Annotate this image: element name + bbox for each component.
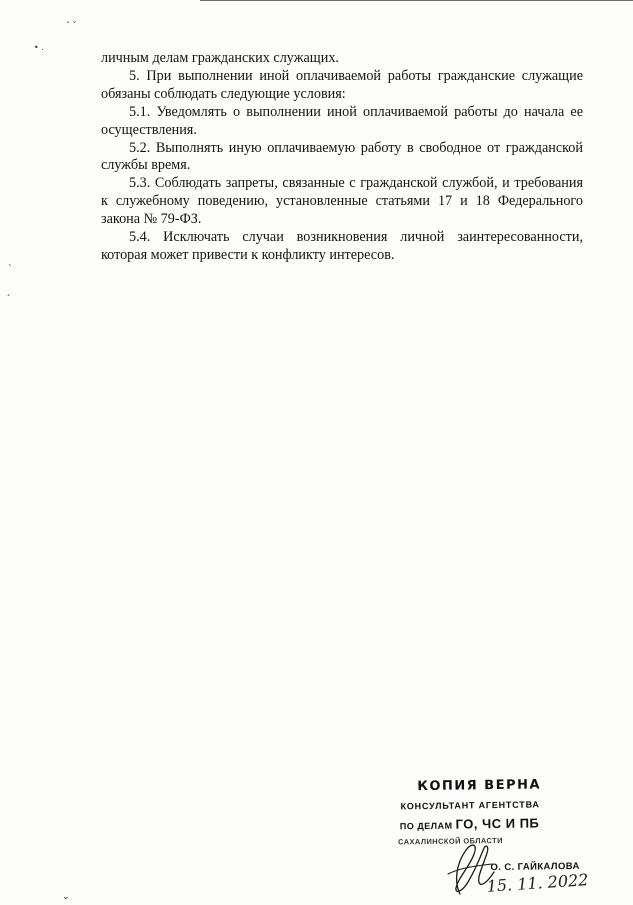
scan-speck: ˏ: [6, 287, 11, 297]
copy-certification-stamp: [379, 776, 621, 899]
document-body: [101, 50, 583, 265]
scan-speck: ˇ ˇ: [66, 21, 77, 30]
scan-speck: • .: [34, 43, 44, 52]
paragraph-continuation: личным делам гражданских служащих.: [101, 50, 339, 66]
handwritten-date: 15. 11. 2022: [486, 870, 589, 896]
stamp-agency: [400, 815, 540, 832]
scan-edge-line: [200, 0, 633, 1]
paragraph-5: 5. При выполнении иной оплачиваемой работы гражданские служащие обязаны соблюдать следующие условия:: [101, 67, 583, 102]
paragraph-5-2: 5.2. Выполнять иную оплачиваемую работу в свободное от гражданской службы время.: [101, 139, 583, 174]
stamp-agency-main: ГО, ЧС И ПБ: [455, 815, 540, 832]
paragraph-5-1: 5.1. Уведомлять о выполнении иной оплачиваемой работы до начала ее осуществления.: [101, 103, 583, 138]
signer-name: О. С. ГАЙКАЛОВА: [490, 860, 580, 874]
scan-speck: ˎ: [8, 257, 13, 267]
stamp-position: КОНСУЛЬТАНТ АГЕНТСТВА: [400, 799, 540, 812]
paragraph-5-4: 5.4. Исключать случаи возникновения личной заинтересованности, которая может привести к конфликту интересов.: [101, 229, 583, 263]
stamp-region: САХАЛИНСКОЙ ОБЛАСТИ: [397, 835, 503, 847]
stamp-title: КОПИЯ ВЕРНА: [417, 777, 542, 795]
scan-speck: ⌄: [62, 892, 70, 902]
handwritten-signature: [446, 838, 498, 896]
paragraph-5-3: 5.3. Соблюдать запреты, связанные с гражданской службой, и требования к служебному поведению, установленные статьями 17 и 18 Федерального закона № 79-ФЗ.: [101, 175, 583, 228]
stamp-agency-prefix: ПО ДЕЛАМ: [399, 820, 453, 832]
